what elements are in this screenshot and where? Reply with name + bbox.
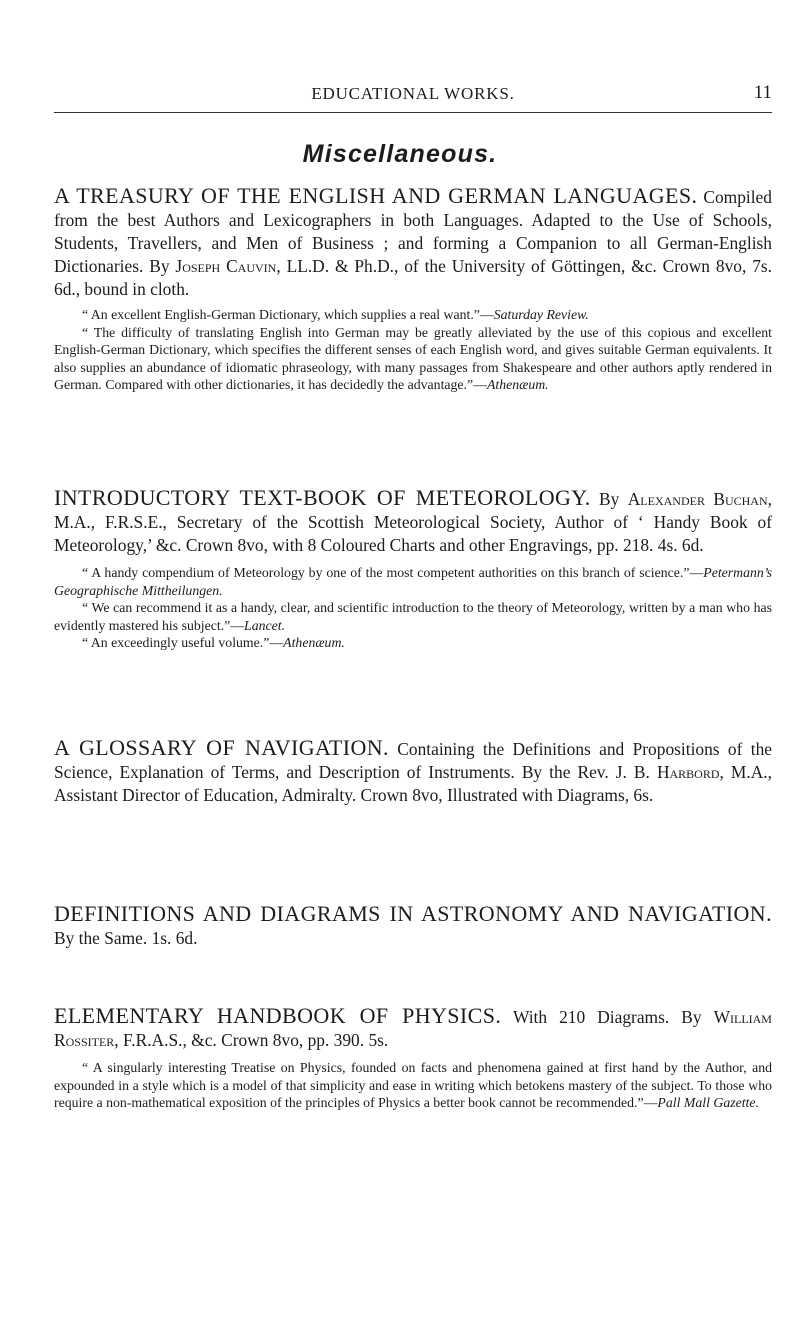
running-head — [54, 0, 772, 124]
entry-text: By — [599, 489, 620, 509]
entry-text: , F.R.A.S., &c. Crown 8vo, pp. 390. 5s. — [114, 1030, 389, 1050]
author-name: Alexander Buchan — [627, 489, 768, 509]
entry-text: , M.A., Assistant Director of Education, Admiralty. Crown 8vo, Illustrated with Diagrams, 6s. — [54, 762, 772, 805]
review-quote — [54, 599, 772, 634]
quote-source: Saturday Review. — [493, 307, 589, 322]
quote-source: Pall Mall Gazette. — [657, 1095, 759, 1111]
quote-source: Athenæum. — [283, 635, 345, 651]
section-heading: Miscellaneous. — [302, 140, 498, 168]
author-name: William Rossiter — [54, 1007, 772, 1050]
running-title: EDUCATIONAL WORKS. — [311, 84, 515, 103]
quote-source: Lancet. — [244, 617, 286, 633]
review-quote — [54, 634, 772, 652]
review-quote — [54, 564, 772, 599]
author-name: Harbord — [656, 762, 720, 782]
entry-description — [54, 184, 772, 301]
entry-title: DEFINITIONS AND DIAGRAMS IN ASTRONOMY AND NAVIGATION. — [54, 901, 772, 926]
entry-text: By the Same. 1s. 6d. — [54, 928, 198, 948]
quote-source: Athenæum. — [486, 377, 549, 393]
quote-text: “ A handy compendium of Meteorology by one of the most competent authorities on this branch of science.”— — [82, 565, 704, 580]
entry-title: ELEMENTARY HANDBOOK OF PHYSICS. — [54, 1003, 502, 1028]
entry-title: A GLOSSARY OF NAVIGATION. — [54, 735, 389, 760]
entry-title: INTRODUCTORY TEXT-BOOK OF METEOROLOGY. — [54, 485, 591, 510]
quote-text: “ The difficulty of translating English into German may be greatly alleviated by the use of this copious and excellent English-German Dictionary, which specifies the different senses of each English word, and gives suitable German equivalents. It also supplies an abundance of idiomatic phraseology, with many passages from Shakespeare and other authors aptly rendered in German. Compared with other dictionaries, it has decidedly the advantage.”— — [54, 324, 772, 393]
entry-title: A TREASURY OF THE ENGLISH AND GERMAN LANGUAGES. — [54, 183, 698, 208]
entry-text: With 210 Diagrams. By — [513, 1007, 702, 1027]
catalogue-entry — [54, 902, 772, 950]
entry-description — [54, 902, 772, 950]
review-list — [54, 306, 772, 394]
entry-description — [54, 486, 772, 557]
catalogue-entry — [54, 184, 772, 394]
entry-text: , M.A., F.R.S.E., Secretary of the Scottish Meteorological Society, Author of ‘ Handy Book of Meteorology,’ &c. Crown 8vo, with 8 Coloured Charts and other Engravings, pp. 218. 4s. 6d. — [54, 489, 772, 555]
header-rule — [54, 112, 772, 113]
review-list — [54, 1059, 772, 1112]
entry-text: , LL.D. & Ph.D., of the University of Göttingen, &c. Crown 8vo, 7s. 6d., bound in cloth. — [54, 256, 773, 299]
catalogue-entry — [54, 736, 772, 807]
review-quote — [54, 306, 772, 324]
entry-text: Compiled from the best Authors and Lexicographers in both Languages. Adapted to the Use of Schools, Students, Travellers, and Men of Business ; and forming a Companion to all German-English Dictionaries. By — [54, 187, 772, 276]
catalogue-entry — [54, 1004, 772, 1112]
quote-text: “ An exceedingly useful volume.”— — [82, 635, 284, 651]
review-list — [54, 564, 772, 652]
page-number: 11 — [753, 82, 772, 103]
catalogue-entry — [54, 486, 772, 652]
quote-text: “ An excellent English-German Dictionary, which supplies a real want.”— — [82, 307, 494, 322]
quote-source: Petermann’s Geographische Mittheilungen. — [54, 565, 772, 598]
review-quote — [54, 1059, 772, 1112]
entry-description — [54, 736, 772, 807]
entry-description — [54, 1004, 772, 1052]
quote-text: “ We can recommend it as a handy, clear, and scientific introduction to the theory of Meteorology, written by a man who has evidently mastered his subject.”— — [54, 600, 772, 633]
entry-text: Containing the Definitions and Propositions of the Science, Explanation of Terms, and Description of Instruments. By the Rev. J. B. — [54, 739, 772, 782]
quote-text: “ A singularly interesting Treatise on Physics, founded on facts and phenomena gained at first hand by the Author, and expounded in a style which is a model of that simplicity and ease in writing which betokens mastery of the subject. To those who require a non-mathematical exposition of the principles of Physics a better book cannot be recommended.”— — [54, 1060, 772, 1111]
author-name: Joseph Cauvin — [175, 256, 277, 276]
review-quote — [54, 324, 772, 394]
